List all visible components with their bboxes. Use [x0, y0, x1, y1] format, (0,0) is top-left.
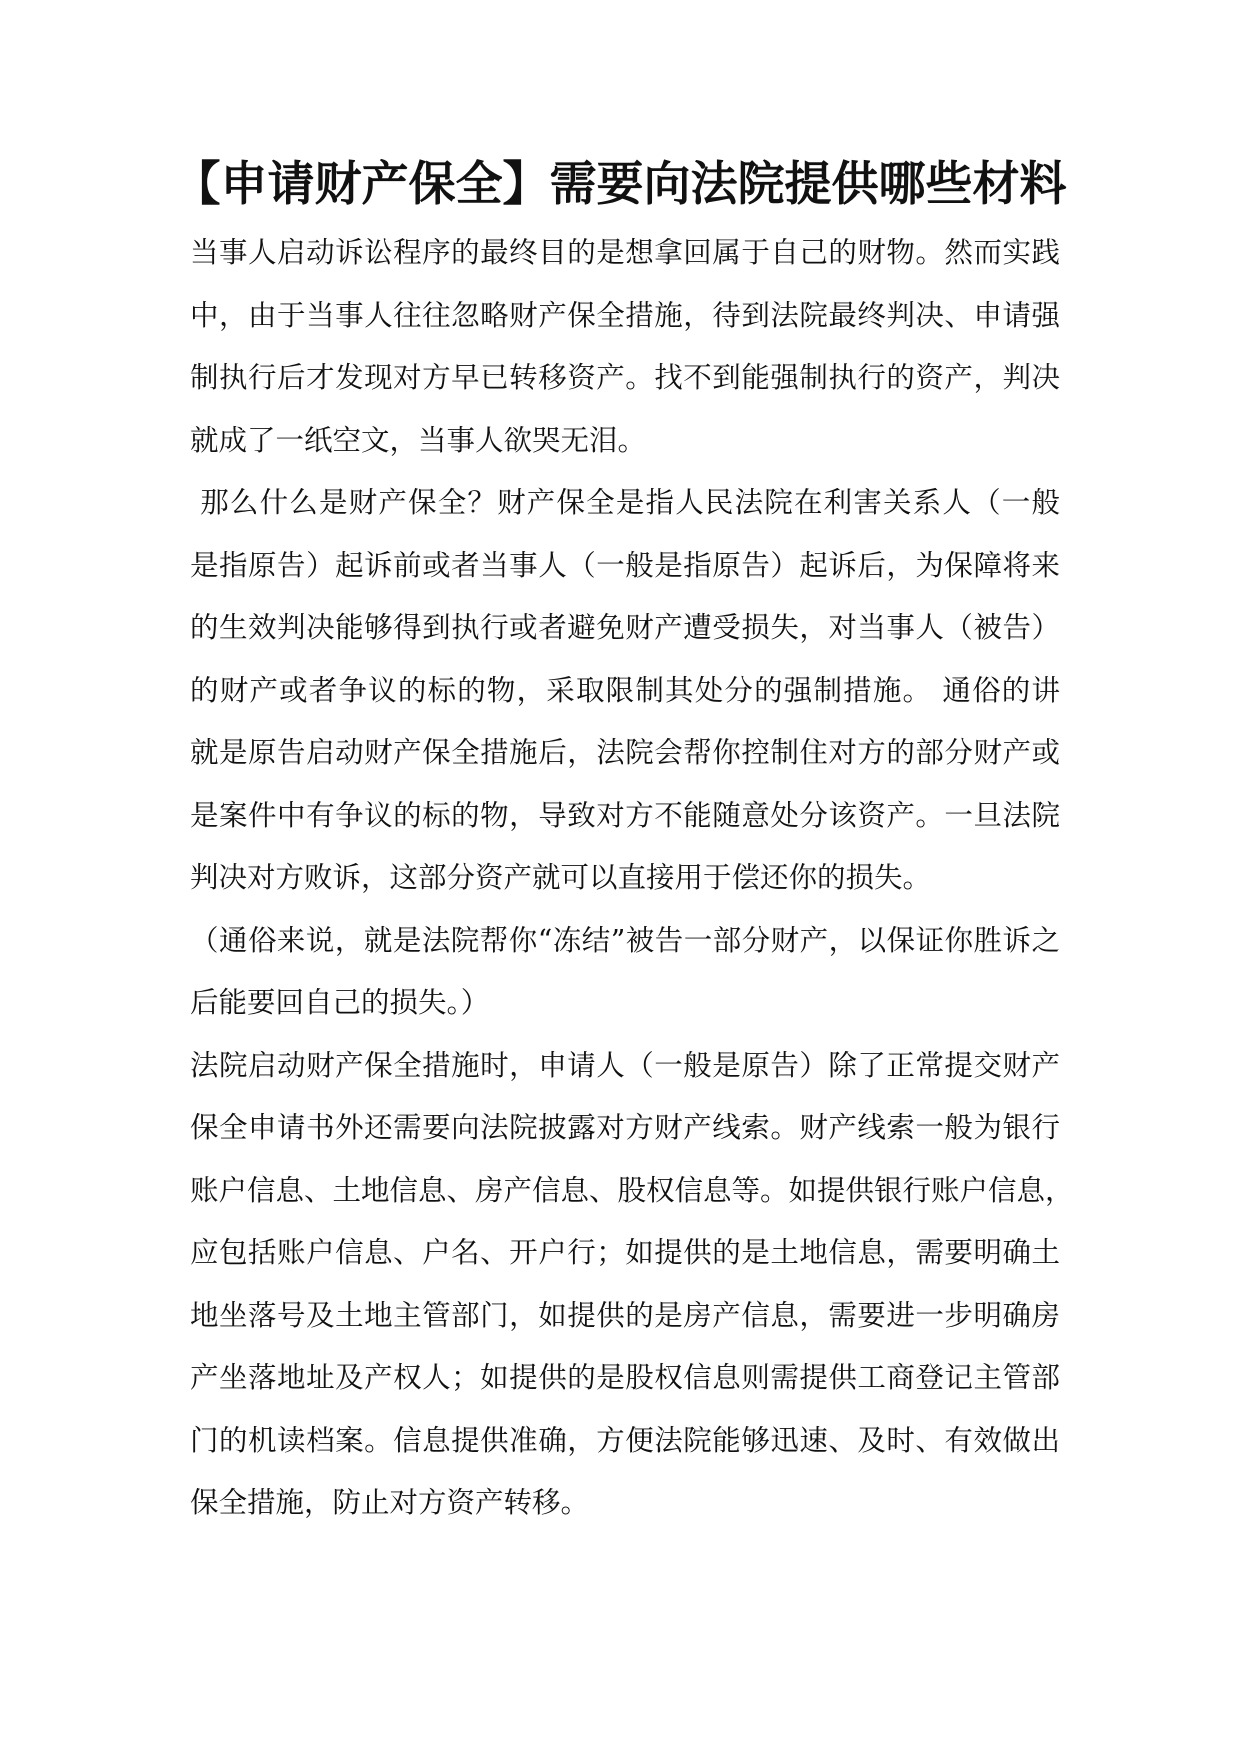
text-line: 那么什么是财产保全？财产保全是指人民法院在利害关系人（一般 [190, 486, 1060, 519]
text-line: 地坐落号及土地主管部门，如提供的是房产信息，需要进一步明确房 [190, 1298, 1060, 1332]
text-line: 判决对方败诉，这部分资产就可以直接用于偿还你的损失。 [190, 861, 932, 894]
text-line: 制执行后才发现对方早已转移资产。找不到能强制执行的资产，判决 [190, 361, 1060, 394]
text-line: 门的机读档案。信息提供准确，方便法院能够迅速、及时、有效做出 [190, 1423, 1060, 1457]
text-line: 是指原告）起诉前或者当事人（一般是指原告）起诉后，为保障将来 [190, 548, 1060, 582]
text-line: 的财产或者争议的标的物，采取限制其处分的强制措施。 通俗的讲 [190, 673, 1060, 707]
text-line: （通俗来说，就是法院帮你“冻结”被告一部分财产，以保证你胜诉之 [190, 923, 1060, 957]
paragraph-3 [190, 910, 1060, 1035]
paragraph-1 [190, 222, 1060, 472]
document-body [190, 222, 1074, 1535]
text-line: 后能要回自己的损失。） [190, 986, 490, 1019]
text-line: 法院启动财产保全措施时，申请人（一般是原告）除了正常提交财产 [190, 1048, 1060, 1082]
text-line: 账户信息、土地信息、房产信息、股权信息等。如提供银行账户信息， [190, 1173, 1074, 1207]
text-line: 的生效判决能够得到执行或者避免财产遭受损失，对当事人（被告） [190, 611, 1060, 644]
paragraph-2 [190, 472, 1060, 910]
text-line: 应包括账户信息、户名、开户行；如提供的是土地信息，需要明确土 [190, 1236, 1060, 1269]
paragraph-4 [190, 1035, 1074, 1535]
text-line: 就是原告启动财产保全措施后，法院会帮你控制住对方的部分财产或 [190, 736, 1060, 769]
text-line: 当事人启动诉讼程序的最终目的是想拿回属于自己的财物。然而实践 [190, 236, 1060, 269]
text-line: 产坐落地址及产权人；如提供的是股权信息则需提供工商登记主管部 [190, 1361, 1060, 1394]
text-line: 中，由于当事人往往忽略财产保全措施，待到法院最终判决、申请强 [190, 298, 1060, 332]
text-line: 保全申请书外还需要向法院披露对方财产线索。财产线索一般为银行 [190, 1111, 1060, 1144]
text-line: 是案件中有争议的标的物，导致对方不能随意处分该资产。一旦法院 [190, 798, 1060, 832]
text-line: 保全措施，防止对方资产转移。 [190, 1486, 590, 1519]
text-line: 就成了一纸空文，当事人欲哭无泪。 [190, 423, 647, 457]
document-title: 【申请财产保全】需要向法院提供哪些材料 [173, 157, 1067, 212]
